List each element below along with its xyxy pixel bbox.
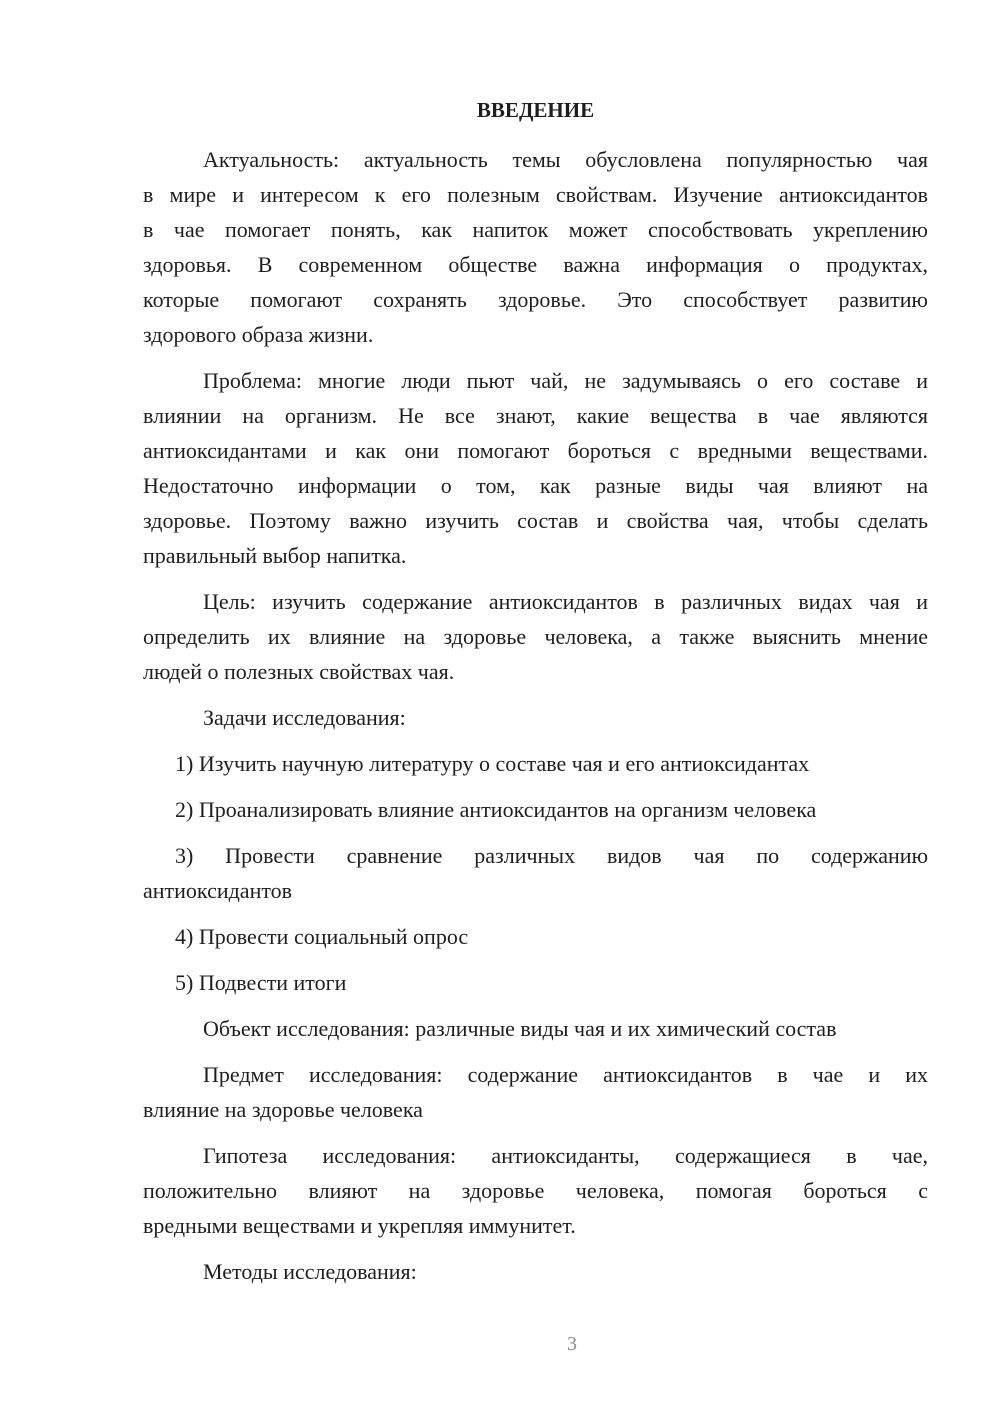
paragraph — [143, 1011, 928, 1046]
text-line: Задачи исследования: — [203, 705, 406, 730]
text-line: в мире и интересом к его полезным свойствам. Изучение антиоксидантов — [143, 182, 928, 207]
text-line: 4) Провести социальный опрос — [175, 924, 469, 949]
text-line: Цель: изучить содержание антиоксидантов в различных видах чая и — [203, 589, 928, 614]
page-number: 3 — [567, 1333, 577, 1355]
text-line: антиоксидантов — [143, 878, 293, 903]
task-list-item — [143, 792, 928, 827]
text-line: Актуальность: актуальность темы обусловлена популярностью чая — [203, 147, 928, 172]
text-line: 2) Проанализировать влияние антиоксидантов на организм человека — [175, 797, 817, 822]
text-line: антиоксидантами и как они помогают бороться с вредными веществами. — [143, 438, 928, 463]
paragraph — [143, 142, 928, 352]
text-line: Гипотеза исследования: антиоксиданты, содержащиеся в чае, — [203, 1143, 928, 1168]
task-list-item — [143, 919, 928, 954]
text-line: Проблема: многие люди пьют чай, не задумываясь о его составе и — [203, 368, 928, 393]
text-line: 5) Подвести итоги — [175, 970, 347, 995]
text-line: Методы исследования: — [203, 1259, 417, 1284]
text-line: Объект исследования: различные виды чая и их химический состав — [203, 1016, 837, 1041]
text-line: Недостаточно информации о том, как разные виды чая влияют на — [143, 473, 928, 498]
text-line: 3) Провести сравнение различных видов чая по содержанию — [175, 843, 928, 868]
text-line: 1) Изучить научную литературу о составе чая и его антиоксидантах — [175, 751, 810, 776]
text-line: здоровье. Поэтому важно изучить состав и свойства чая, чтобы сделать — [143, 508, 928, 533]
paragraph — [143, 1057, 928, 1127]
text-line: людей о полезных свойствах чая. — [143, 659, 455, 684]
text-line: которые помогают сохранять здоровье. Это способствует развитию — [143, 287, 928, 312]
text-line: определить их влияние на здоровье человека, а также выяснить мнение — [143, 624, 928, 649]
paragraph — [143, 363, 928, 573]
text-line: вредными веществами и укрепляя иммунитет. — [143, 1213, 576, 1238]
task-list-item — [143, 965, 928, 1000]
text-line: здорового образа жизни. — [143, 322, 374, 347]
document-body — [143, 142, 928, 1289]
text-line: Предмет исследования: содержание антиоксидантов в чае и их — [203, 1062, 928, 1087]
paragraph — [143, 1254, 928, 1289]
paragraph — [143, 584, 928, 689]
task-list-item — [143, 838, 928, 908]
section-title: ВВЕДЕНИЕ — [476, 98, 595, 122]
text-line: в чае помогает понять, как напиток может способствовать укреплению — [143, 217, 928, 242]
document-page — [143, 93, 928, 1300]
text-line: влияние на здоровье человека — [143, 1097, 423, 1122]
text-line: правильный выбор напитка. — [143, 543, 407, 568]
text-line: положительно влияют на здоровье человека, помогая бороться с — [143, 1178, 928, 1203]
paragraph — [143, 700, 928, 735]
task-list-item — [143, 746, 928, 781]
text-line: здоровья. В современном обществе важна информация о продуктах, — [143, 252, 928, 277]
paragraph — [143, 1138, 928, 1243]
text-line: влиянии на организм. Не все знают, какие вещества в чае являются — [143, 403, 928, 428]
